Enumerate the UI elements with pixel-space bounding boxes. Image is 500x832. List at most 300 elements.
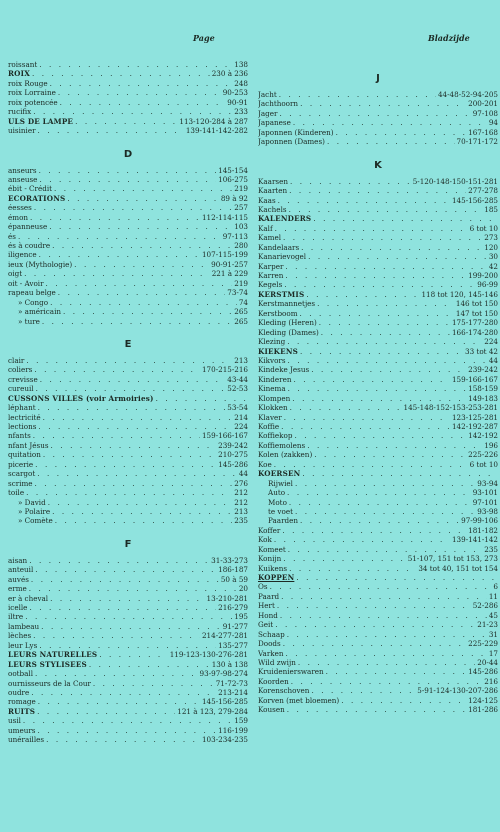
index-entry [258,488,498,497]
entry-pages: 225-226 [468,450,498,460]
entry-pages: 6 [493,582,498,592]
entry-term: anseuse [8,174,38,184]
dot-leader [37,469,237,478]
entry-pages: 196 [484,440,498,450]
page-header-left: Page [193,33,215,43]
index-entry [258,705,498,714]
dot-leader [274,460,468,469]
index-entry [258,450,498,459]
dot-leader [287,630,487,639]
entry-term: icelle [8,603,28,612]
dot-leader [34,203,232,212]
entry-pages: 159-166-167 [451,374,498,384]
entry-pages: 248 [234,78,248,88]
dot-leader [35,479,233,488]
dot-leader [63,307,232,316]
section-spacer [8,326,248,334]
entry-pages: 97-99-106 [461,516,498,526]
entry-term: leur Lys [8,640,38,650]
dot-leader [67,194,218,203]
index-entry [258,337,498,346]
entry-term: éesses [8,203,32,213]
index-entry [8,60,248,69]
entry-pages: 97-108 [472,108,498,118]
entry-term: nfants [8,431,31,441]
dot-leader [302,469,496,478]
entry-term: nfant Jésus [8,440,49,450]
entry-term: lèches [8,631,32,641]
index-entry [258,384,498,393]
index-entry [8,98,248,107]
entry-pages: 90-91-257 [211,259,248,269]
dot-leader [298,658,475,667]
dot-leader [290,177,411,186]
index-entry [8,631,248,640]
index-entry [258,498,498,507]
entry-term: ébit - Crédit [8,184,53,194]
index-entry [8,479,248,488]
entry-term: » Polaire [18,506,51,516]
entry-pages: 31-33-273 [211,555,248,565]
entry-pages: 42 [488,261,498,271]
index-entry [258,535,498,544]
entry-pages: 20-44 [477,657,498,667]
index-entry [8,441,248,450]
entry-pages: 280 [234,241,248,250]
dot-leader [285,262,486,271]
section-spacer [8,526,248,534]
entry-pages: 97-113 [222,231,248,241]
entry-pages: 30 [488,252,498,262]
index-entry [8,260,248,269]
dot-leader [294,431,466,440]
index-entry [258,309,498,318]
index-entry [258,460,498,469]
entry-term: Kerstmannetjes [258,299,316,309]
entry-pages: 265 [234,307,248,317]
index-entry [8,79,248,88]
entry-pages: 230 à 236 [211,69,248,79]
index-entry [8,184,248,193]
entry-term: Koffie [258,422,280,431]
entry-term: Kalf [258,223,273,233]
entry-pages: 159-166-167 [201,431,248,441]
dot-leader [41,622,221,631]
entry-pages: 106-275 [218,174,248,184]
dot-leader [31,688,216,697]
entry-term: roix potencée [8,97,58,107]
index-entry [258,677,498,686]
dot-leader [50,79,233,88]
entry-pages: 145-156-285 [201,697,248,707]
page-header-right: Bladzijde [428,33,470,43]
dot-leader [48,498,233,507]
entry-pages: 195 [234,612,248,622]
dot-leader [281,592,487,601]
dot-leader [35,669,198,678]
entry-term: Moto [268,497,287,507]
entry-pages: 118 tot 120, 145-146 [421,289,498,299]
entry-pages: 170-215-216 [201,365,248,375]
entry-pages: 212 [234,488,248,498]
entry-pages: 91-277 [222,621,248,631]
entry-pages: 93-94 [477,478,498,488]
dot-leader [281,422,450,431]
entry-pages: 103-234-235 [201,735,248,745]
dot-leader [295,479,475,488]
entry-term: és à coudre [8,241,51,250]
entry-term: anteuil [8,565,34,575]
dot-leader [282,526,466,535]
entry-term: cureuil [8,384,34,394]
dot-leader [313,214,496,223]
entry-term: RUITS [8,706,36,716]
entry-term: léphant [8,403,36,413]
entry-pages: 239-242 [468,365,498,375]
dot-leader [283,639,466,648]
dot-leader [270,582,492,591]
dot-leader [286,649,487,658]
index-entry [8,469,248,478]
entry-term: Doods [258,639,281,649]
entry-pages: 239-242 [218,440,248,450]
dot-leader [38,403,226,412]
entry-pages: 145-156-285 [451,195,498,205]
index-entry [258,413,498,422]
index-entry [8,488,248,497]
dot-leader [34,365,200,374]
entry-term: Kikvors [258,355,286,365]
entry-pages: 73-74 [227,288,248,298]
index-entry [258,186,498,195]
entry-pages: 257 [234,203,248,213]
entry-pages: 107-115-199 [201,250,248,260]
entry-pages: 6 tot 10 [469,459,498,469]
dot-leader [300,309,454,318]
dot-leader [29,556,209,565]
index-entry [258,479,498,488]
index-column-right [258,60,498,715]
entry-term: KOERSEN [258,469,301,479]
dot-leader [317,299,454,308]
entry-pages: 142-192 [468,431,498,441]
index-entry [258,658,498,667]
entry-term: KOPPEN [258,573,295,582]
entry-term: umeurs [8,725,36,735]
dot-leader [326,667,466,676]
index-entry [258,328,498,337]
index-entry [8,394,248,403]
entry-term: Kerstboom [258,308,298,318]
index-entry [8,69,248,78]
dot-leader [285,271,466,280]
entry-pages: 33 tot 42 [465,346,498,356]
index-entry [8,450,248,459]
entry-term: Kruidenierswaren [258,667,324,677]
dot-leader [280,611,487,620]
entry-term: Geit [258,620,274,630]
dot-leader [336,128,467,137]
dot-leader [75,117,177,126]
entry-term: iligence [8,250,37,260]
entry-term: anseurs [8,165,37,175]
dot-leader [275,620,475,629]
dot-leader [300,99,466,108]
entry-pages: 212 [234,497,248,507]
index-entry [258,573,498,582]
index-entry [258,90,498,99]
entry-term: Rijwiel [268,478,293,488]
index-entry [8,603,248,612]
dot-leader [275,224,468,233]
index-entry [258,196,498,205]
entry-pages: 139-141-142-282 [185,126,248,136]
entry-term: Varken [258,648,284,658]
entry-pages: 147 tot 150 [455,308,498,318]
entry-pages: 200-201 [468,99,498,109]
dot-leader [42,317,232,326]
entry-term: Koffiemolens [258,440,306,450]
entry-term: KALENDERS [258,214,312,224]
entry-pages: 44 [238,469,248,479]
entry-term: toile [8,488,25,498]
entry-pages: 51-107, 151 tot 153, 273 [407,554,498,564]
entry-term: iltre [8,612,24,622]
index-entry [8,716,248,725]
entry-term: roix Rouge [8,78,48,88]
entry-pages: 71-72-73 [215,678,248,688]
dot-leader [46,279,233,288]
entry-term: rucifix [8,107,32,117]
entry-pages: 224 [484,337,498,347]
entry-term: Konijn [258,554,282,564]
entry-term: te voet [268,506,293,516]
dot-leader [33,431,200,440]
dot-leader [307,441,482,450]
entry-pages: 135-277 [218,640,248,650]
entry-term: Kousen [258,705,285,715]
entry-term: Wild zwijn [258,657,296,667]
entry-pages: 145-148-152-153-253-281 [403,403,498,413]
index-entry [258,243,498,252]
entry-term: roissant [8,60,38,69]
entry-pages: 43-44 [227,374,248,384]
index-entry [8,575,248,584]
index-entry [8,669,248,678]
entry-term: Paarden [268,516,299,526]
entry-pages: 103 [234,222,248,232]
dot-leader [40,375,226,384]
index-entry [258,507,498,516]
entry-pages: 142-192-287 [451,422,498,431]
index-entry [8,356,248,365]
entry-pages: 175-177-280 [451,318,498,328]
dot-leader [43,450,216,459]
index-entry [258,262,498,271]
dot-leader [49,222,232,231]
entry-pages: 146 tot 150 [455,299,498,309]
index-entry [258,403,498,412]
dot-leader [311,365,466,374]
entry-pages: 113-120-284 à 287 [179,116,248,126]
entry-term: lectricité [8,412,41,422]
dot-leader [55,516,233,525]
index-entry [258,118,498,127]
index-entry [8,88,248,97]
dot-leader [288,384,466,393]
dot-leader [38,126,184,135]
entry-pages: 90-253 [222,88,248,98]
dot-leader [287,705,466,714]
entry-term: Komeet [258,544,286,554]
entry-term: coliers [8,365,33,375]
entry-pages: 181-286 [468,705,498,715]
index-entry [8,707,248,716]
dot-leader [31,575,219,584]
index-entry [8,726,248,735]
entry-term: Japonnen (Kinderen) [258,127,334,137]
entry-term: Karren [258,271,284,280]
entry-term: lambeau [8,621,40,631]
entry-pages: 221 à 229 [211,269,248,279]
entry-pages: 53-54 [227,403,248,413]
entry-term: Kandelaars [258,242,300,252]
entry-pages: 5-120-148-150-151-281 [412,176,498,186]
entry-term: Kleding (Dames) [258,327,319,337]
dot-leader [32,69,210,78]
index-entry [258,601,498,610]
index-entry [8,612,248,621]
entry-term: » David [18,497,46,507]
dot-leader [29,603,216,612]
index-entry [8,422,248,431]
entry-term: és [8,231,16,241]
dot-leader [74,260,209,269]
index-entry [258,252,498,261]
entry-term: Korven (met bloemen) [258,695,340,705]
entry-term: Jager [258,108,278,118]
entry-term: Koffer [258,525,281,535]
dot-leader [39,60,232,69]
dot-leader [295,507,475,516]
index-entry [258,214,498,223]
entry-pages: 89 à 92 [220,193,248,203]
index-entry [258,128,498,137]
entry-pages: 199-200 [468,271,498,280]
index-entry [8,307,248,316]
entry-pages: 44 [488,355,498,365]
entry-term: ootball [8,669,34,679]
dot-leader [33,631,200,640]
entry-term: clair [8,355,25,365]
index-entry [258,639,498,648]
dot-leader [279,90,436,99]
entry-term: quitation [8,450,41,460]
entry-pages: 97-101 [472,497,498,507]
entry-pages: 265 [234,316,248,326]
dot-leader [301,243,482,252]
dot-leader [30,213,200,222]
index-entry [258,441,498,450]
entry-term: Os [258,582,268,592]
entry-term: Kaarten [258,186,288,196]
entry-pages: 119-123-130-276-281 [169,650,248,660]
entry-term: Jacht [258,90,277,99]
entry-term: Kleding (Heren) [258,318,317,328]
entry-pages: 5-91-124-130-207-286 [417,686,498,696]
index-entry [8,403,248,412]
section-letter: J [376,73,380,84]
entry-pages: 235 [484,544,498,554]
entry-term: Klompen [258,393,291,403]
index-entry [8,688,248,697]
entry-term: Klezing [258,337,286,347]
entry-term: Schaap [258,629,285,639]
entry-term: » Congo [18,297,49,307]
dot-leader [37,726,216,735]
dot-leader [284,413,450,422]
index-entry [8,298,248,307]
dot-leader [54,184,232,193]
dot-leader [296,573,496,582]
index-entry [258,696,498,705]
entry-term: KERSTMIS [258,289,305,299]
dot-leader [314,450,466,459]
dot-leader [60,98,226,107]
dot-leader [274,535,450,544]
entry-pages: 21-23 [477,620,498,630]
entry-pages: 124-125 [468,695,498,705]
entry-term: » américain [18,307,62,317]
entry-term: Karper [258,261,284,271]
index-entry [8,203,248,212]
entry-term: romage [8,697,36,707]
index-entry [258,233,498,242]
index-entry [8,269,248,278]
section-spacer [258,147,498,155]
index-entry [258,356,498,365]
entry-pages: 159 [234,716,248,726]
entry-term: Koorden [258,676,289,686]
entry-term: Klaver [258,412,282,422]
entry-term: Japonnen (Dames) [258,137,325,147]
dot-leader [39,166,217,175]
dot-leader [287,488,471,497]
entry-term: épanneuse [8,222,48,232]
entry-pages: 17 [488,648,498,658]
dot-leader [51,441,217,450]
entry-pages: 31 [488,629,498,639]
index-entry [258,431,498,440]
index-entry [8,250,248,259]
entry-pages: 158-159 [468,384,498,394]
index-entry [8,375,248,384]
dot-leader [292,394,466,403]
dot-leader [50,298,237,307]
entry-term: scargot [8,469,36,479]
entry-pages: 219 [234,278,248,288]
dot-leader [39,641,216,650]
entry-pages: 139-141-142 [451,535,498,545]
entry-pages: 13-210-281 [206,593,248,603]
dot-leader [289,564,416,573]
index-entry [258,667,498,676]
entry-pages: 50 à 59 [220,574,248,584]
index-entry [258,545,498,554]
dot-leader [89,660,210,669]
index-entry [258,554,498,563]
entry-pages: 52-286 [472,601,498,611]
